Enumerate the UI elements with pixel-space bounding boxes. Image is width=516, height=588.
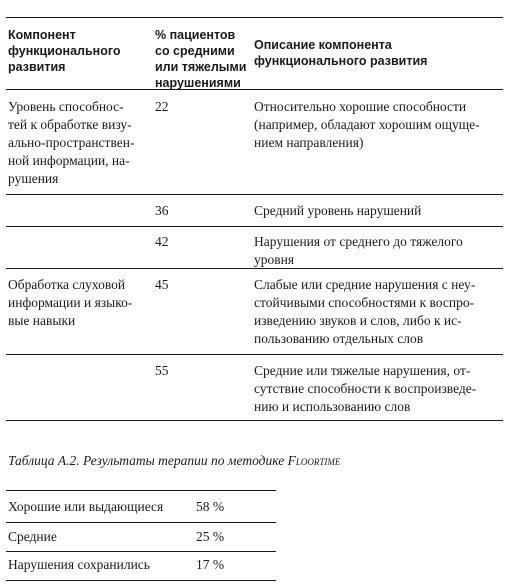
- table2-row-2-label: Средние: [8, 529, 57, 544]
- table-row-5-description: Средние или тяжелые нарушения, от- сутствие способности к воспроизведе- нию и использованию слов: [254, 363, 477, 414]
- table-row-4-component: Обработка слуховой информации и языко- вые навыки: [8, 277, 133, 328]
- table2-row-3-label: Нарушения сохранились: [8, 557, 150, 572]
- table-row-1-description: Относительно хорошие способности (например, обладают хорошим ощуще- нием направления): [254, 99, 480, 150]
- table2-row-3-value: 17 %: [196, 557, 225, 572]
- table1-header-rule: [6, 89, 503, 90]
- table-row-3-description: Нарушения от среднего до тяжелого уровня: [254, 234, 463, 267]
- table2-caption: [8, 453, 340, 469]
- table-row-4-description: Слабые или средние нарушения с неу- стойчивыми способностями к воспро- изведению звуков и слов, либо к ис- пользованию отдельных слов: [254, 277, 476, 346]
- table2-caption-main: Таблица А.2. Результаты терапии по методике: [8, 453, 288, 468]
- table1-row-rule-2: [6, 226, 503, 227]
- table-row-1-percent: 22: [155, 99, 169, 114]
- table2-caption-method: Floortime: [287, 453, 341, 468]
- table2-row-rule-1: [6, 522, 276, 523]
- table2-row-1-value: 58 %: [196, 499, 225, 514]
- table-row-1-component: Уровень способнос- тей к обработке визу- ально-пространствен- ной информации, на- рушения: [8, 99, 135, 186]
- table2-bottom-rule: [6, 580, 276, 581]
- table1-header-component: Компонент функционального развития: [8, 28, 121, 74]
- table1-top-rule: [6, 17, 503, 18]
- table1-row-rule-1: [6, 194, 503, 195]
- table1-header-description: Описание компонента функционального развития: [254, 38, 428, 68]
- table-row-3-percent: 42: [155, 234, 169, 249]
- table2-row-2-value: 25 %: [196, 529, 225, 544]
- table1-bottom-rule: [6, 420, 503, 421]
- table-row-5-percent: 55: [155, 363, 169, 378]
- table-row-4-percent: 45: [155, 277, 169, 292]
- table-row-2-percent: 36: [155, 203, 169, 218]
- table1-row-rule-3: [6, 268, 503, 269]
- table1-row-rule-4: [6, 354, 503, 355]
- table-row-2-description: Средний уровень нарушений: [254, 203, 422, 218]
- table2-top-rule: [6, 490, 276, 491]
- table2-row-rule-2: [6, 551, 276, 552]
- table2-row-1-label: Хорошие или выдающиеся: [8, 499, 164, 514]
- table1-header-percent: % пациентов со средними или тяжелыми нарушениями: [155, 28, 247, 90]
